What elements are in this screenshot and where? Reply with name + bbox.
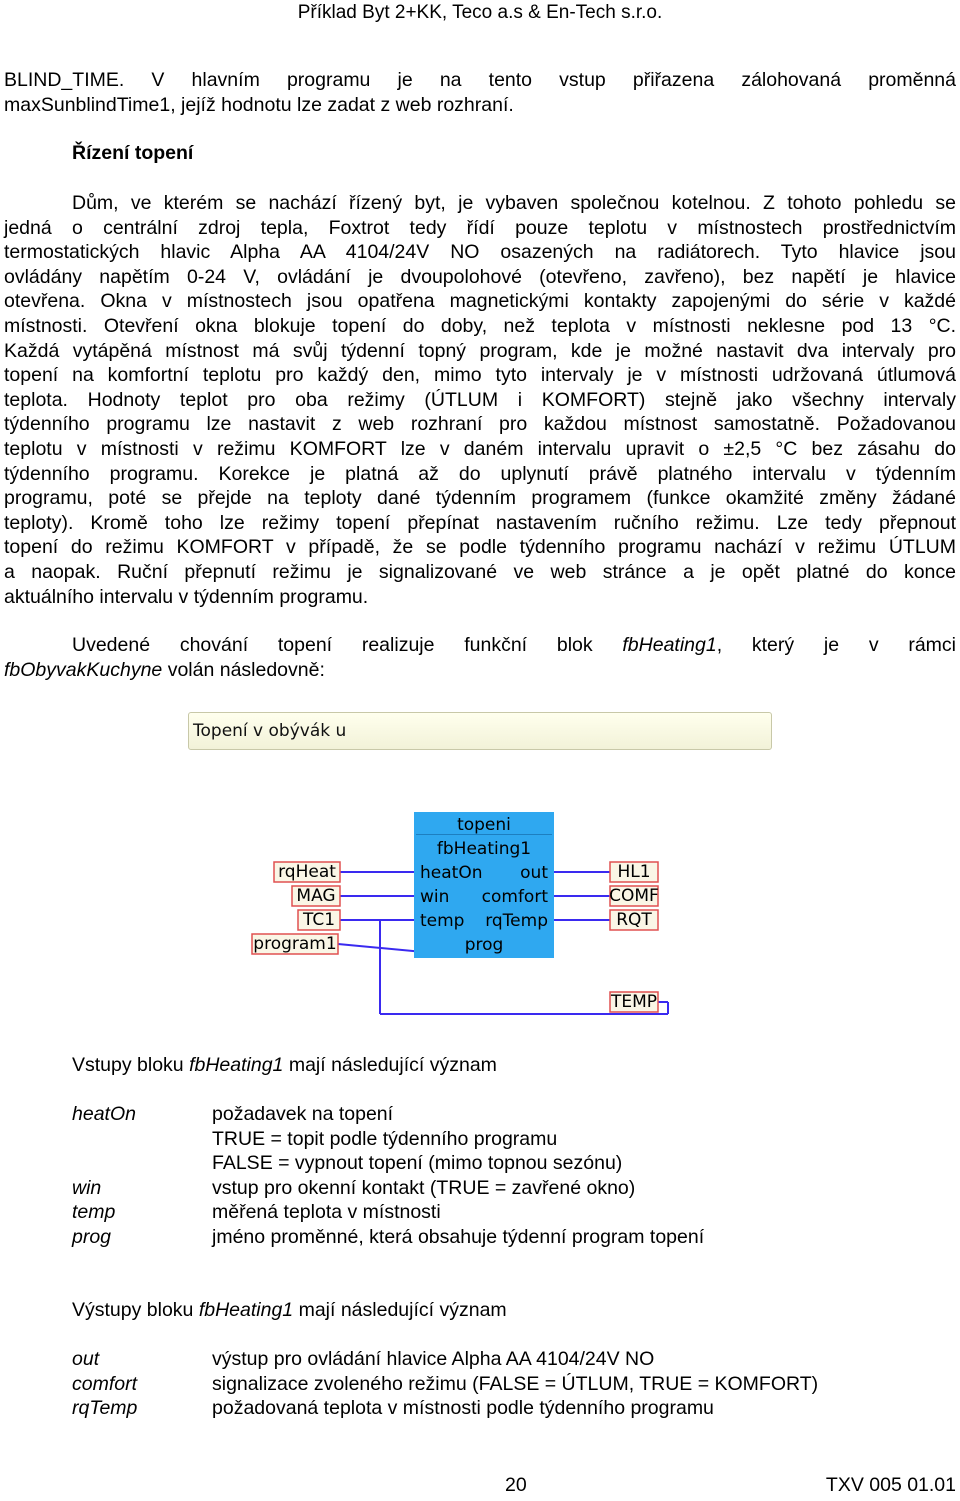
text-line: programu, poté se přejde na teploty dané týdenním programem (funkce okamžité změny žádané [4, 487, 956, 510]
definition-desc: požadovaná teplota v místnosti podle týdenního programu [212, 1397, 714, 1420]
definition-row [72, 1176, 704, 1201]
definition-row [72, 1127, 704, 1152]
definition-desc: TRUE = topit podle týdenního programu [212, 1127, 558, 1150]
blocks [252, 812, 659, 1012]
text-line: teplotu v místnosti v režimu KOMFORT lze v daném intervalu upravit o ±2,5 °C bez zásahu do [4, 437, 956, 460]
output-variable-temp-label: TEMP [610, 992, 658, 1012]
block-input-pin: heatOn [420, 863, 483, 883]
inputs-title: Vstupy bloku fbHeating1 mají následující význam [72, 1054, 497, 1076]
text-line: týdenního programu lze nastavit z web rozhraní pro každou místnost samostatně. Požadovanou [4, 413, 956, 436]
text-line: teplota. Hodnoty teplot pro oba režimy (ÚTLUM i KOMFORT) stejně jako všechny intervaly [4, 388, 956, 411]
inputs-list [72, 1102, 704, 1250]
definition-desc: signalizace zvoleného režimu (FALSE = ÚTLUM, TRUE = KOMFORT) [212, 1372, 819, 1395]
definition-desc: jméno proměnné, která obsahuje týdenní program topení [212, 1225, 705, 1248]
text-line: topení na komfortní teplotu pro každý den, mimo tyto intervaly je v místnosti udržovaná útlumová [4, 364, 956, 387]
text-line: ovládány napětím 0-24 V, ovládání je dvoupolohové (otevřeno, zavřeno), bez napětí je hlavice [4, 265, 956, 288]
text-line: BLIND_TIME. V hlavním programu je na tento vstup přiřazena zálohovaná proměnná [4, 69, 956, 91]
text-line: otevřena. Okna v místnostech jsou opatřena magnetickými kontakty zapojenými do série v každé [4, 290, 956, 313]
definition-term: heatOn [72, 1103, 136, 1125]
definition-term: out [72, 1348, 100, 1370]
diagram-caption: Topení v obývák u [193, 721, 347, 741]
input-variable-mag-label: MAG [296, 886, 336, 906]
definition-term: temp [72, 1201, 116, 1224]
input-variable-rqheat-label: rqHeat [278, 862, 336, 882]
object-name: fbObyvakKuchyne [4, 658, 163, 681]
text-line: teploty). Kromě toho lze režimy topení přepínat nastavením ručního režimu. Lze tedy přepnout [4, 511, 956, 534]
definition-row [72, 1347, 818, 1372]
block-output-pin: comfort [481, 887, 548, 907]
page-number: 20 [505, 1474, 527, 1496]
definition-row [72, 1225, 704, 1250]
text-line: jedná o centrální zdroj tepla, Foxtrot tedy řídí pouze teplotu v místnostech prostřednictvím [4, 216, 956, 239]
text-line: Každá vytápěná místnost má svůj týdenní topný program, kde je možné nastavit dva intervaly pro [4, 339, 956, 362]
definition-term [72, 1151, 212, 1176]
definition-row [72, 1372, 818, 1397]
definition-row [72, 1151, 704, 1176]
block-instance-name: topeni [457, 815, 511, 835]
block-output-pin: rqTemp [485, 911, 548, 931]
definition-row [72, 1396, 818, 1421]
page-header: Příklad Byt 2+KK, Teco a.s & En-Tech s.r.o. [297, 2, 663, 23]
section-heading: Řízení topení [72, 142, 194, 164]
text-line: a naopak. Ruční přepnutí režimu je signalizované ve web stránce a je opět platné do konce [4, 560, 956, 583]
text-line: maxSunblindTime1, jejíž hodnotu lze zadat z web rozhraní. [4, 93, 514, 116]
definition-term [72, 1127, 212, 1152]
definition-desc: vstup pro okenní kontakt (TRUE = zavřené okno) [212, 1176, 636, 1199]
definition-term: win [72, 1176, 102, 1199]
block-input-pin: win [420, 887, 450, 907]
definition-desc: požadavek na topení [212, 1103, 394, 1125]
definition-term: prog [72, 1225, 112, 1248]
definition-desc: měřená teplota v místnosti [212, 1201, 441, 1224]
outputs-title: Výstupy bloku fbHeating1 mají následující význam [72, 1299, 507, 1321]
text-line: termostatických hlavic Alpha AA 4104/24V NO osazených na radiátorech. Tyto hlavice jsou [4, 241, 956, 264]
fb-name: fbHeating1 [622, 634, 717, 656]
text-line: aktuálního intervalu v týdenním programu. [4, 585, 369, 608]
output-variable-hl1-label: HL1 [617, 862, 651, 882]
definition-desc: FALSE = vypnout topení (mimo topnou sezónu) [212, 1152, 623, 1175]
outputs-list [72, 1347, 818, 1421]
document-id: TXV 005 01.01 [825, 1474, 956, 1496]
text-line: místnosti. Otevření okna blokuje topení do doby, než teplota v místnosti neklesne pod 13 °C. [4, 314, 956, 337]
block-type-name: fbHeating1 [436, 839, 532, 859]
text-line: topení do režimu KOMFORT v případě, že se podle týdenního programu nachází v režimu ÚTLUM [4, 536, 956, 559]
input-variable-program1-label: program1 [253, 934, 337, 954]
block-prog-pin: prog [464, 935, 504, 955]
block-output-pin: out [520, 863, 548, 883]
definition-term: rqTemp [72, 1397, 138, 1420]
text-line: Uvedené chování topení realizuje funkční blok fbHeating1, který je v rámci [72, 634, 957, 656]
definition-row [72, 1102, 704, 1127]
text-line: fbObyvakKuchyne volán následovně: [4, 658, 325, 681]
input-variable-tc1-label: TC1 [302, 910, 336, 930]
definition-desc: výstup pro ovládání hlavice Alpha AA 4104/24V NO [212, 1348, 655, 1370]
output-variable-comf-label: COMF [609, 886, 659, 906]
definition-term: comfort [72, 1372, 138, 1395]
block-input-pin: temp [420, 911, 465, 931]
text-line: Dům, ve kterém se nachází řízený byt, je vybaven společnou kotelnou. Z tohoto pohledu se [72, 192, 956, 214]
definition-row [72, 1200, 704, 1225]
text-line: týdenního programu. Korekce je platná až do uplynutí právě platného intervalu v týdenním [4, 462, 956, 485]
output-variable-rqt-label: RQT [616, 910, 652, 930]
